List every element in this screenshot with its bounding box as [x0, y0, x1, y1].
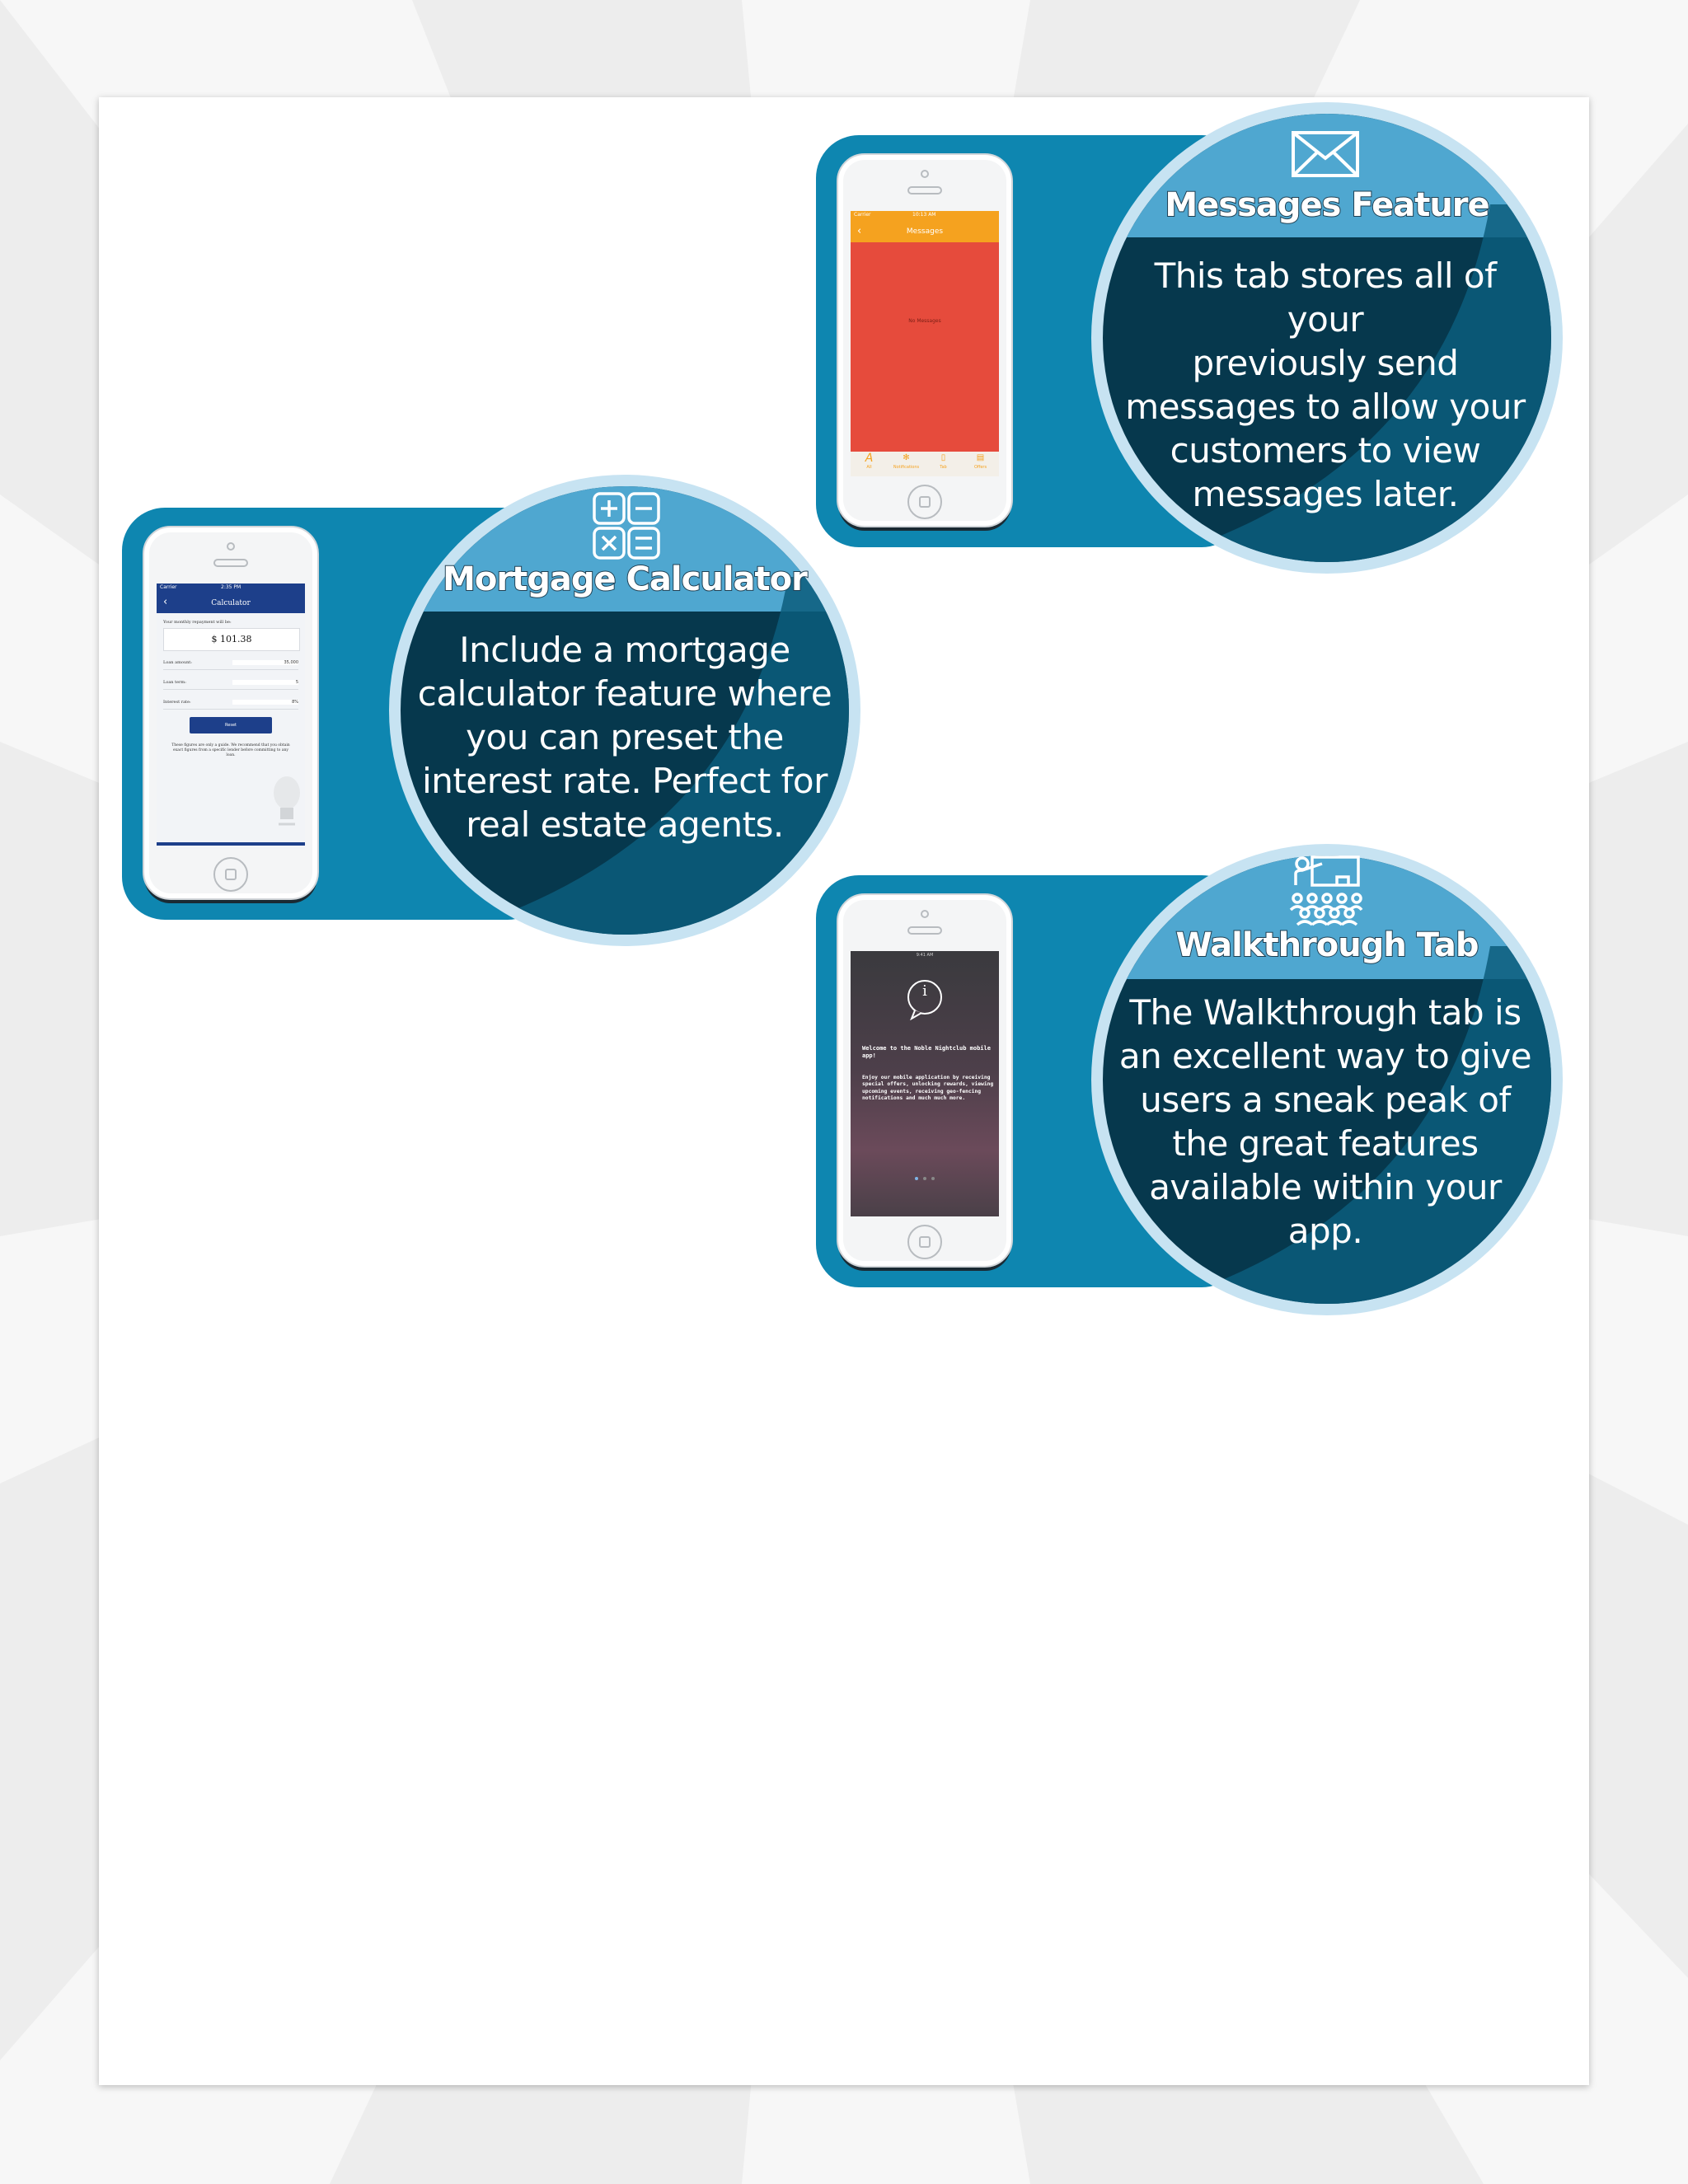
disclaimer-text: These figures are only a guide. We recommend that you obtain exact figures from a specific lender before committing to any loan. [171, 743, 290, 757]
mortgage-calculator-card [120, 478, 879, 948]
body-line: calculator feature where [417, 673, 832, 714]
envelope-icon [1291, 130, 1360, 178]
page-dot-active [915, 1177, 918, 1180]
repayment-label: Your monthly repayment will be: [163, 620, 232, 625]
body-line: app. [1287, 1211, 1363, 1251]
loan-term-input[interactable]: 5 [232, 680, 298, 685]
bottom-bar [157, 842, 305, 846]
tab-tab[interactable] [925, 452, 962, 476]
info-glyph: i [922, 982, 927, 1000]
messages-feature-card [814, 105, 1573, 575]
reset-button[interactable]: Reset [190, 717, 272, 733]
status-time: 9:41 AM [916, 953, 934, 958]
page-dot [923, 1177, 926, 1180]
nav-bar [157, 593, 305, 613]
phone-home-button [907, 485, 942, 519]
body-line: available within your [1149, 1167, 1502, 1207]
walkthrough-screen [851, 951, 999, 1216]
interest-rate-input[interactable]: 8% [232, 700, 298, 705]
calculator-icon [592, 491, 661, 560]
body-line: previously send [1192, 343, 1459, 383]
interest-rate-row [163, 697, 298, 710]
repayment-value-box: $ 101.38 [163, 628, 300, 651]
phone-speaker [213, 559, 248, 567]
page-dot [931, 1177, 935, 1180]
loan-term-row [163, 677, 298, 690]
body-line: users a sneak peak of [1140, 1080, 1511, 1120]
walkthrough-tab-card [814, 842, 1573, 1320]
loan-amount-input[interactable]: 35,000 [232, 660, 298, 665]
status-carrier: Carrier [854, 212, 871, 218]
page-indicator[interactable] [915, 1177, 935, 1182]
walkthrough-heading: Welcome to the Noble Nightclub mobile app! [862, 1045, 991, 1059]
status-bar [157, 583, 305, 593]
nav-bar [851, 221, 999, 242]
status-bar [851, 211, 999, 221]
mortgage-body [410, 628, 839, 846]
lightbulb-graphic [270, 775, 303, 832]
walkthrough-phone-mockup [837, 893, 1013, 1268]
back-chevron-icon[interactable]: ‹ [857, 225, 862, 237]
tab-label: Notifications [893, 465, 920, 470]
phone-camera [921, 910, 929, 918]
phone-speaker [907, 186, 942, 194]
phone-camera [921, 170, 929, 178]
row-label: Interest rate: [163, 700, 191, 705]
status-time: 2:35 PM [221, 584, 241, 590]
row-label: Loan term: [163, 680, 186, 685]
offers-icon: ▤ [976, 453, 985, 462]
body-line: customers to view [1170, 430, 1481, 471]
body-line: messages later. [1192, 474, 1459, 514]
status-time: 10:13 AM [912, 212, 936, 218]
phone-home-button [213, 857, 248, 892]
presentation-icon [1287, 852, 1363, 926]
tab-notifications[interactable] [888, 452, 925, 476]
walkthrough-body [1111, 991, 1540, 1253]
body-line: This tab stores all of your [1154, 255, 1497, 340]
back-chevron-icon[interactable]: ‹ [163, 596, 168, 608]
messages-screen [851, 211, 999, 476]
gear-icon: ✻ [903, 453, 910, 462]
phone-camera [227, 542, 235, 551]
tab-label: Offers [973, 465, 987, 470]
nav-title: Messages [906, 227, 944, 236]
body-line: the great features [1172, 1123, 1479, 1164]
loan-amount-row [163, 658, 298, 670]
mortgage-title: Mortgage Calculator [443, 560, 807, 598]
messages-title: Messages Feature [1165, 186, 1489, 224]
row-label: Loan amount: [163, 660, 192, 665]
body-line: The Walkthrough tab is [1129, 992, 1522, 1033]
messages-phone-mockup [837, 153, 1013, 527]
body-line: Include a mortgage [459, 630, 790, 670]
tab-all[interactable] [851, 452, 888, 476]
walkthrough-body-text: Enjoy our mobile application by receiving special offers, unlocking rewards, viewing upcoming events, receiving geo-fencing notifications and much much more. [862, 1075, 994, 1102]
mortgage-phone-mockup [143, 526, 319, 900]
phone-home-button [907, 1225, 942, 1259]
tab-offers[interactable] [962, 452, 999, 476]
tab-label: Tab [940, 465, 947, 470]
messages-body [1119, 254, 1531, 516]
body-line: real estate agents. [466, 804, 784, 845]
body-line: interest rate. Perfect for [422, 761, 828, 801]
walkthrough-title: Walkthrough Tab [1175, 926, 1479, 964]
phone-icon: ▯ [940, 453, 946, 462]
tab-bar [851, 452, 999, 476]
body-line: messages to allow your [1125, 387, 1526, 427]
calculator-screen [157, 583, 305, 849]
phone-speaker [907, 926, 942, 935]
font-icon: A [865, 452, 874, 465]
body-line: you can preset the [466, 717, 784, 757]
tab-label: All [866, 465, 872, 470]
body-line: an excellent way to give [1118, 1036, 1532, 1076]
nav-title: Calculator [211, 599, 251, 607]
status-carrier: Carrier [160, 584, 177, 590]
empty-state-text: No Messages [908, 318, 941, 324]
